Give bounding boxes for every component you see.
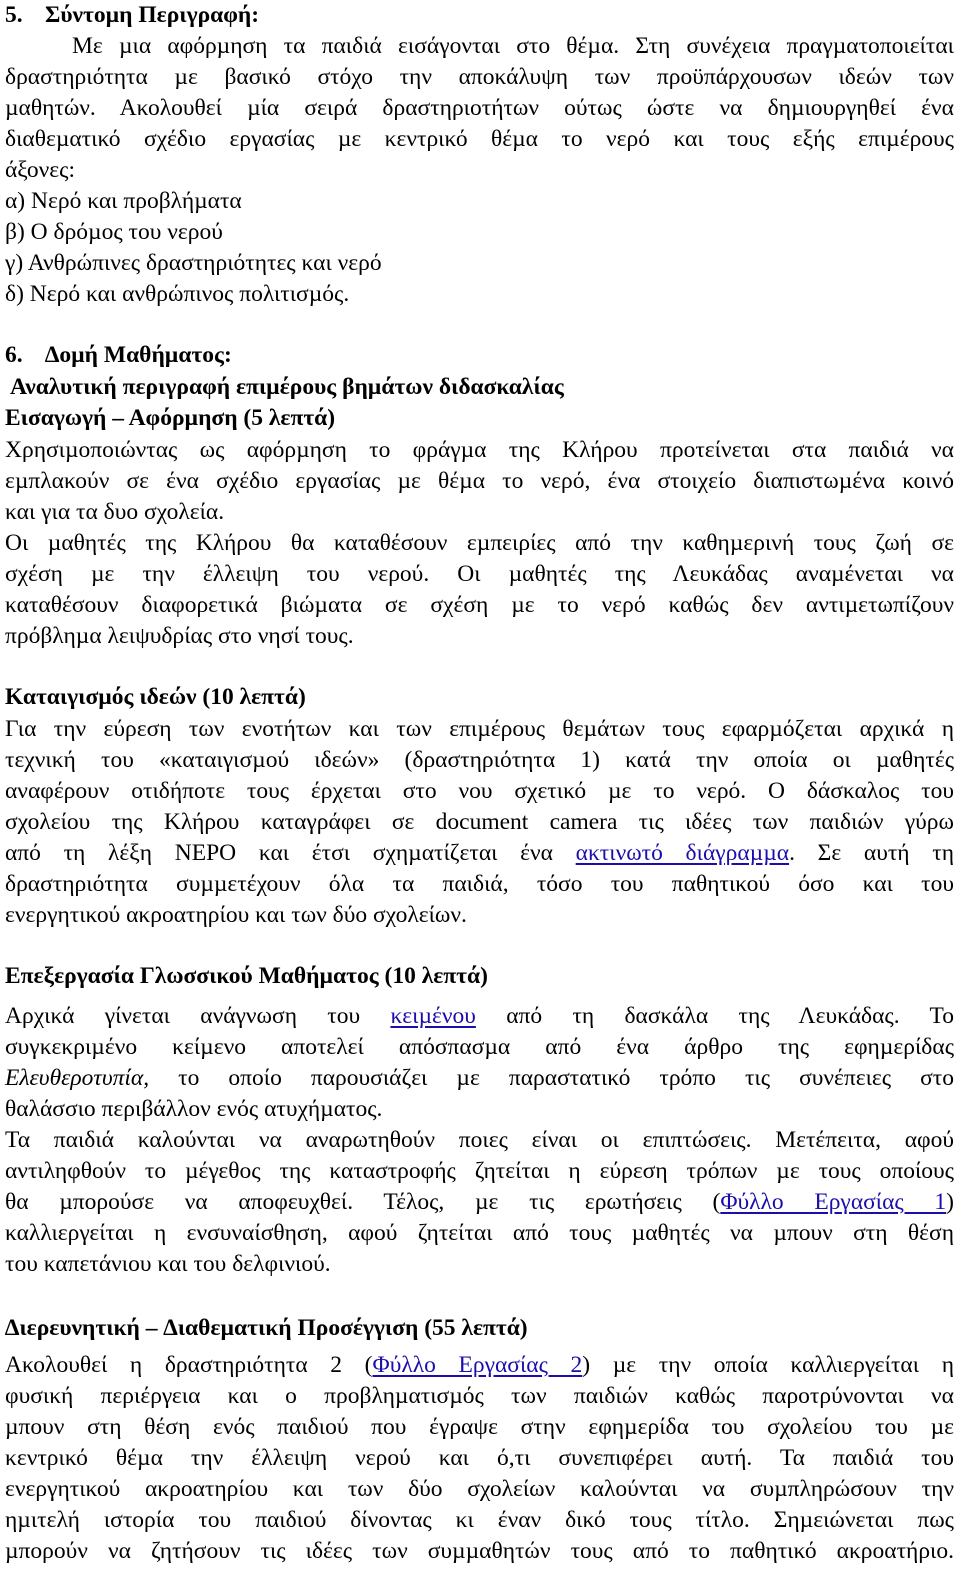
paragraph-line: µπορούν να ζητήσουν τις ιδέες των συµµαθητών τους από το παθητικό ακροατήριο. bbox=[5, 1538, 954, 1564]
paragraph-line bbox=[5, 1063, 954, 1094]
list-item: γ) Ανθρώπινες δραστηριότητες και νερό bbox=[5, 250, 382, 276]
paragraph-line: ηµιτελή ιστορία του παιδιού δίνοντας κι έναν δικό τους τίτλο. Σηµειώνεται πως bbox=[5, 1507, 954, 1533]
radial-diagram-link[interactable]: ακτινωτό διάγραµµα bbox=[575, 840, 790, 866]
paragraph-line bbox=[5, 1187, 954, 1218]
text-segment: Αρχικά γίνεται ανάγνωση του bbox=[5, 1003, 391, 1029]
section-number: 6. bbox=[5, 342, 23, 368]
paragraph-line: καταθέσουν διαφορετικά βιώµατα σε σχέση µε το νερό καθώς δεν αντιµετωπίζουν bbox=[5, 592, 954, 618]
paragraph-line: Τα παιδιά καλούνται να αναρωτηθούν ποιες είναι οι επιπτώσεις. Μετέπειτα, αφού bbox=[5, 1127, 954, 1153]
paragraph-line: καλλιεργείται η ενσυναίσθηση, αφού ζητείται από τους µαθητές να µπουν στη θέση bbox=[5, 1220, 954, 1246]
section-6-heading bbox=[5, 340, 232, 371]
paragraph-line: και για τα δυο σχολεία. bbox=[5, 499, 225, 525]
paragraph-line: του καπετάνιου και του δελφινιού. bbox=[5, 1251, 331, 1277]
section-title: Σύντοµη Περιγραφή: bbox=[45, 2, 260, 28]
worksheet-2-link[interactable]: Φύλλο Εργασίας 2 bbox=[372, 1352, 583, 1378]
paragraph-line: Οι µαθητές της Κλήρου θα καταθέσουν εµπειρίες από την καθηµερινή τους ζωή σε bbox=[5, 530, 954, 556]
paragraph-line: µπουν στη θέση ενός παιδιού που έγραψε στην εφηµερίδα του σχολείου του µε bbox=[5, 1414, 954, 1440]
list-item: β) Ο δρόµος του νερού bbox=[5, 219, 223, 245]
paragraph-line: συγκεκριµένο κείµενο αποτελεί απόσπασµα από ένα άρθρο της εφηµερίδας bbox=[5, 1034, 954, 1060]
text-link[interactable]: κειµένου bbox=[390, 1003, 476, 1029]
paragraph-line: σχέση µε την έλλειψη του νερού. Οι µαθητές της Λευκάδας αναµένεται να bbox=[5, 561, 954, 587]
paragraph-line: Χρησιµοποιώντας ως αφόρµηση το φράγµα της Κλήρου προτείνεται στα παιδιά να bbox=[5, 437, 954, 463]
brainstorm-title: Καταιγισµός ιδεών (10 λεπτά) bbox=[5, 684, 306, 710]
newspaper-name: Ελευθεροτυπία, bbox=[5, 1065, 150, 1091]
section-number: 5. bbox=[5, 2, 23, 28]
paragraph-line: µαθητών. Ακολουθεί µία σειρά δραστηριοτήτων ούτως ώστε να δηµιουργηθεί ένα bbox=[5, 95, 954, 121]
paragraph-line: θαλάσσιο περιβάλλον ενός ατυχήµατος. bbox=[5, 1096, 383, 1122]
paragraph-line bbox=[5, 838, 954, 869]
paragraph-line bbox=[5, 1350, 954, 1381]
text-segment: από τη δασκάλα της Λευκάδας. Το bbox=[475, 1003, 954, 1029]
intro-title: Εισαγωγή – Αφόρµηση (5 λεπτά) bbox=[5, 405, 336, 431]
language-title: Επεξεργασία Γλωσσικού Μαθήµατος (10 λεπτά) bbox=[5, 963, 488, 989]
paragraph-line: Με µια αφόρµηση τα παιδιά εισάγονται στο θέµα. Στη συνέχεια πραγµατοποιείται bbox=[72, 33, 954, 59]
paragraph-line: δραστηριότητα συµµετέχουν όλα τα παιδιά, τόσο του παθητικού όσο και του bbox=[5, 871, 954, 897]
research-title: ∆ιερευνητική – ∆ιαθεµατική Προσέγγιση (55 λεπτά) bbox=[5, 1315, 528, 1341]
paragraph-line: δραστηριότητα µε βασικό στόχο την αποκάλυψη των προϋπάρχουσων ιδεών των bbox=[5, 64, 954, 90]
paragraph-line: φυσική περιέργεια και ο προβληµατισµός των παιδιών καθώς παροτρύνονται να bbox=[5, 1383, 954, 1409]
paragraph-line: άξονες: bbox=[5, 157, 75, 183]
paragraph-line: κεντρικό θέµα την έλλειψη νερού και ό,τι συνεπιφέρει αυτή. Τα παιδιά του bbox=[5, 1445, 954, 1471]
paragraph-line: διαθεµατικό σχέδιο εργασίας µε κεντρικό θέµα το νερό και τους εξής επιµέρους bbox=[5, 126, 954, 152]
paragraph-line: εµπλακούν σε ένα σχέδιο εργασίας µε θέµα το νερό, ένα στοιχείο διαπιστωµένα κοινό bbox=[5, 468, 954, 494]
paragraph-line: ενεργητικού ακροατηρίου και των δύο σχολείων. bbox=[5, 902, 467, 928]
text-segment: θα µπορούσε να αποφευχθεί. Τέλος, µε τις ερωτήσεις ( bbox=[5, 1189, 721, 1215]
text-segment: . Σε αυτή τη bbox=[789, 840, 955, 866]
list-item: α) Νερό και προβλήµατα bbox=[5, 188, 242, 214]
section-title: ∆οµή Μαθήµατος: bbox=[45, 342, 232, 368]
paragraph-line: τεχνική του «καταιγισµού ιδεών» (δραστηριότητα 1) κατά την οποία οι µαθητές bbox=[5, 747, 954, 773]
section-5-heading bbox=[5, 0, 259, 31]
text-segment: Ακολουθεί η δραστηριότητα 2 ( bbox=[5, 1352, 373, 1378]
paragraph-line: ενεργητικού ακροατηρίου και των δύο σχολείων καλούνται να συµπληρώσουν την bbox=[5, 1476, 954, 1502]
list-item: δ) Νερό και ανθρώπινος πολιτισµός. bbox=[5, 281, 350, 307]
text-segment: ) bbox=[946, 1189, 954, 1215]
paragraph-line bbox=[5, 1001, 954, 1032]
paragraph-line: αντιληφθούν το µέγεθος της καταστροφής ζητείται η εύρεση τρόπων µε τους οποίους bbox=[5, 1158, 954, 1184]
text-segment: από τη λέξη ΝΕΡΟ και έτσι σχηµατίζεται ένα bbox=[5, 840, 576, 866]
section-subheading: Αναλυτική περιγραφή επιµέρους βηµάτων διδασκαλίας bbox=[10, 374, 564, 400]
text-segment: ) µε την οποία καλλιεργείται η bbox=[582, 1352, 954, 1378]
text-segment: το οποίο παρουσιάζει µε παραστατικό τρόπο τις συνέπειες στο bbox=[149, 1065, 954, 1091]
worksheet-1-link[interactable]: Φύλλο Εργασίας 1 bbox=[720, 1189, 947, 1215]
paragraph-line: αναφέρουν οτιδήποτε τους έρχεται στο νου σχετικό µε το νερό. Ο δάσκαλος του bbox=[5, 778, 954, 804]
paragraph-line: πρόβληµα λειψυδρίας στο νησί τους. bbox=[5, 623, 354, 649]
paragraph-line: σχολείου της Κλήρου καταγράφει σε document camera τις ιδέες των παιδιών γύρω bbox=[5, 809, 954, 835]
paragraph-line: Για την εύρεση των ενοτήτων και των επιµέρους θεµάτων τους εφαρµόζεται αρχικά η bbox=[5, 716, 954, 742]
